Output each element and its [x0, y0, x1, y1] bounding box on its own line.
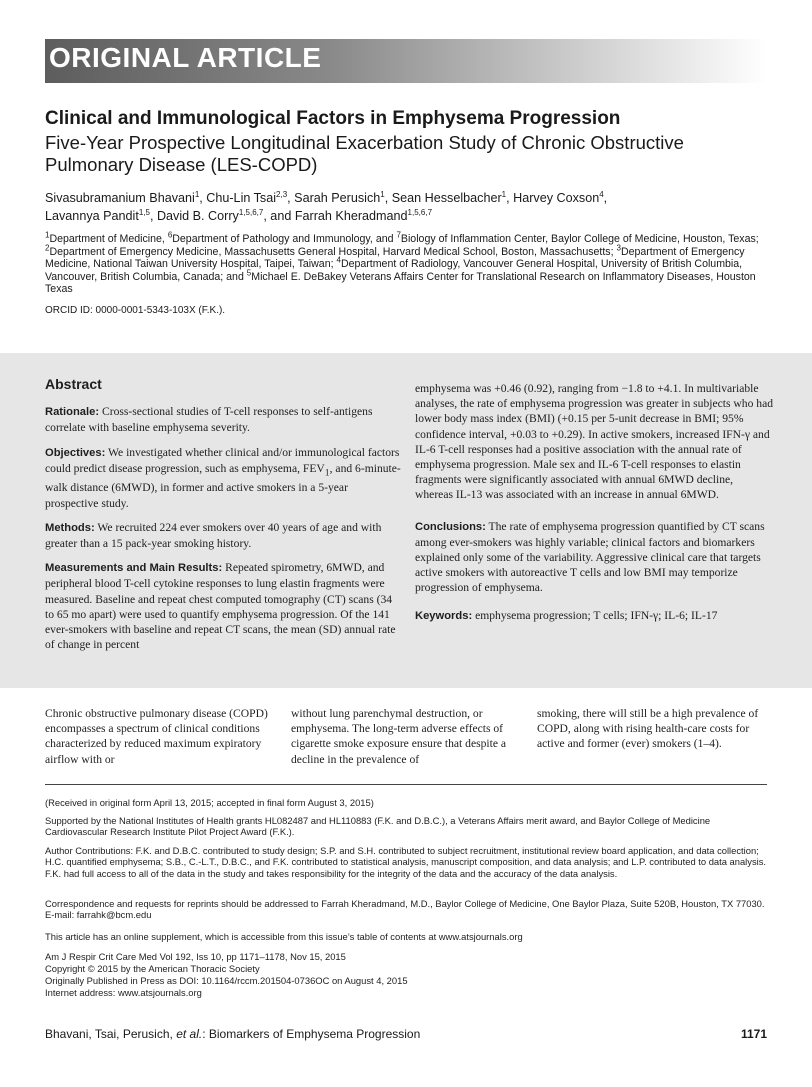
abstract-box — [0, 353, 812, 688]
running-footer: Bhavani, Tsai, Perusich, et al.: Biomarkers of Emphysema Progression — [45, 1027, 421, 1041]
page-number: 1171 — [740, 1027, 767, 1041]
abstract-rationale: Rationale: Cross-sectional studies of T-cell responses to self-antigens correlate with baseline emphysema severity. — [45, 405, 373, 435]
body-column-2: without lung parenchymal destruction, or emphysema. The long-term adverse effects of cigarette smoke exposure ensure that despite a decline in the prevalence of — [291, 707, 507, 766]
abstract-objectives: Objectives: We investigated whether clinical and/or immunological factors could predict disease progression, such as emphysema, $FEV_1$, and 6-minute-walk distance (6MWD), in former and active smokers in a 5-year prospective study. — [45, 445, 401, 510]
footnote-divider — [45, 784, 767, 785]
body-column-3: smoking, there will still be a high prevalence of COPD, along with rising health-care costs for active and former (ever) smokers (1–4). — [537, 707, 759, 751]
supplement-note: This article has an online supplement, which is accessible from this issue’s table of contents at www.atsjournals.org — [45, 931, 523, 942]
abstract-heading: Abstract — [45, 376, 102, 392]
abstract-measurements: Measurements and Main Results: Repeated spirometry, 6MWD, and peripheral blood T-cell cytokine responses to lung elastin fragments were measured. Baseline and repeat chest computed tomography (CT) scans (34 to 65 mo apart) were used to quantify emphysema progression. Of the 141 ever-smokers with baseline and repeat CT scans, the mean (SD) annual rate of change in percent — [45, 561, 396, 652]
internet-address: Internet address: www.atsjournals.org — [45, 987, 202, 998]
body-column-1: Chronic obstructive pulmonary disease (COPD) encompasses a spectrum of clinical conditions characterized by reduced maximum expiratory airflow with or — [45, 707, 268, 766]
article-subtitle: Five-Year Prospective Longitudinal Exacerbation Study of Chronic Obstructive Pulmonary Disease (LES-COPD) — [45, 132, 684, 175]
abstract-left-column — [45, 353, 403, 661]
abstract-keywords: Keywords: emphysema progression; T cells; IFN-γ; IL-6; IL-17 — [415, 608, 718, 622]
author-contributions: Author Contributions: F.K. and D.B.C. contributed to study design; S.P. and S.H. contributed to subject recruitment, institutional review board application, and data collection; H.C. quantified emphysema; S.B., C.-L.T., D.B.C., and F.K. contributed to statistical analysis, manuscript composition, and data analysis; and L.P. contributed to data analysis. F.K. had full access to all of the data in the study and takes responsibility for the integrity of the data and the accuracy of the data analysis. — [45, 845, 767, 879]
author-list — [45, 189, 775, 225]
author-8: Farrah Kheradmand$^{1,5,6,7}$ — [294, 207, 433, 223]
abstract-methods: Methods: We recruited 224 ever smokers over 40 years of age and with greater than a 15 pack-year smoking history. — [45, 520, 382, 550]
orcid-id: ORCID ID: 0000-0001-5343-103X (F.K.). — [45, 305, 226, 316]
abstract-conclusions: Conclusions: The rate of emphysema progression quantified by CT scans among ever-smokers was highly variable; clinical factors and biomarkers explained only some of the variability. Aggressive clinical care that targets active smokers with autoreactive T cells and low BMI may temporize progression of emphysema. — [415, 519, 765, 595]
author-7: David B. Corry$^{1,5,6,7}$, and — [156, 207, 295, 223]
author-5: Harvey Coxson$^4$, — [513, 189, 608, 205]
doi-note: Originally Published in Press as DOI: 10.1164/rccm.201504-0736OC on August 4, 2015 — [45, 975, 408, 986]
received-note: (Received in original form April 13, 2015; accepted in final form August 3, 2015) — [45, 797, 374, 808]
author-6: Lavannya Pandit$^{1,5}$, — [45, 207, 157, 223]
author-4: Sean Hesselbacher$^1$, — [391, 189, 514, 205]
author-3: Sarah Perusich$^1$, — [294, 189, 392, 205]
article-type-banner — [45, 39, 767, 83]
author-1: Sivasubramanium Bhavani$^1$, — [45, 189, 207, 205]
article-type-label: ORIGINAL ARTICLE — [49, 42, 322, 73]
abstract-right-column — [415, 381, 773, 633]
funding-note: Supported by the National Institutes of Health grants HL082487 and HL110883 (F.K. and D.B.C.), a Veterans Affairs merit award, and Baylor College of Medicine Cardiovascular Research Institute Pilot Project Award (F.K.). — [45, 815, 711, 838]
author-2: Chu-Lin Tsai$^{2,3}$, — [206, 189, 295, 205]
article-title: Clinical and Immunological Factors in Emphysema Progression — [45, 108, 621, 129]
copyright-note: Copyright © 2015 by the American Thoracic Society — [45, 963, 260, 974]
journal-citation: Am J Respir Crit Care Med Vol 192, Iss 10, pp 1171–1178, Nov 15, 2015 — [45, 951, 346, 962]
correspondence-note: Correspondence and requests for reprints should be addressed to Farrah Kheradmand, M.D., Baylor College of Medicine, One Baylor Plaza, Suite 520B, Houston, TX 77030. E-mail: farrahk@bcm.edu — [45, 898, 765, 921]
abstract-measurements-continued: emphysema was +0.46 (0.92), ranging from −1.8 to +4.1. In multivariable analyses, the rate of emphysema progression was greater in subjects who had lower body mass index (BMI) (+0.15 per 5-unit decrease in BMI; 95% confidence interval, +0.03 to +0.29). In active smokers, increased IFN-γ and IL-6 T-cell responses had a positive association with the annual rate of emphysema progression. Male sex and IL-6 T-cell responses to elastin fragments were significantly associated with annual 6MWD decline, whereas IL-13 was associated with an increase in annual 6MWD. — [415, 382, 774, 502]
affiliations: $^1$Department of Medicine, $^6$Department of Pathology and Immunology, and $^7$Biology of Inflammation Center, Baylor College of Medicine, Houston, Texas; $^2$Department of Emergency Medicine, Massachusetts General Hospital, Harvard Medical School, Boston, Massachusetts; $^3$Department of Emergency Medicine, National Taiwan University Hospital, Taipei, Taiwan; $^4$Department of Radiology, Vancouver General Hospital, University of British Columbia, Vancouver, British Columbia, Canada; and $^5$Michael E. DeBakey Veterans Affairs Center for Translational Research on Inflammatory Diseases, Houston Texas — [45, 230, 759, 296]
